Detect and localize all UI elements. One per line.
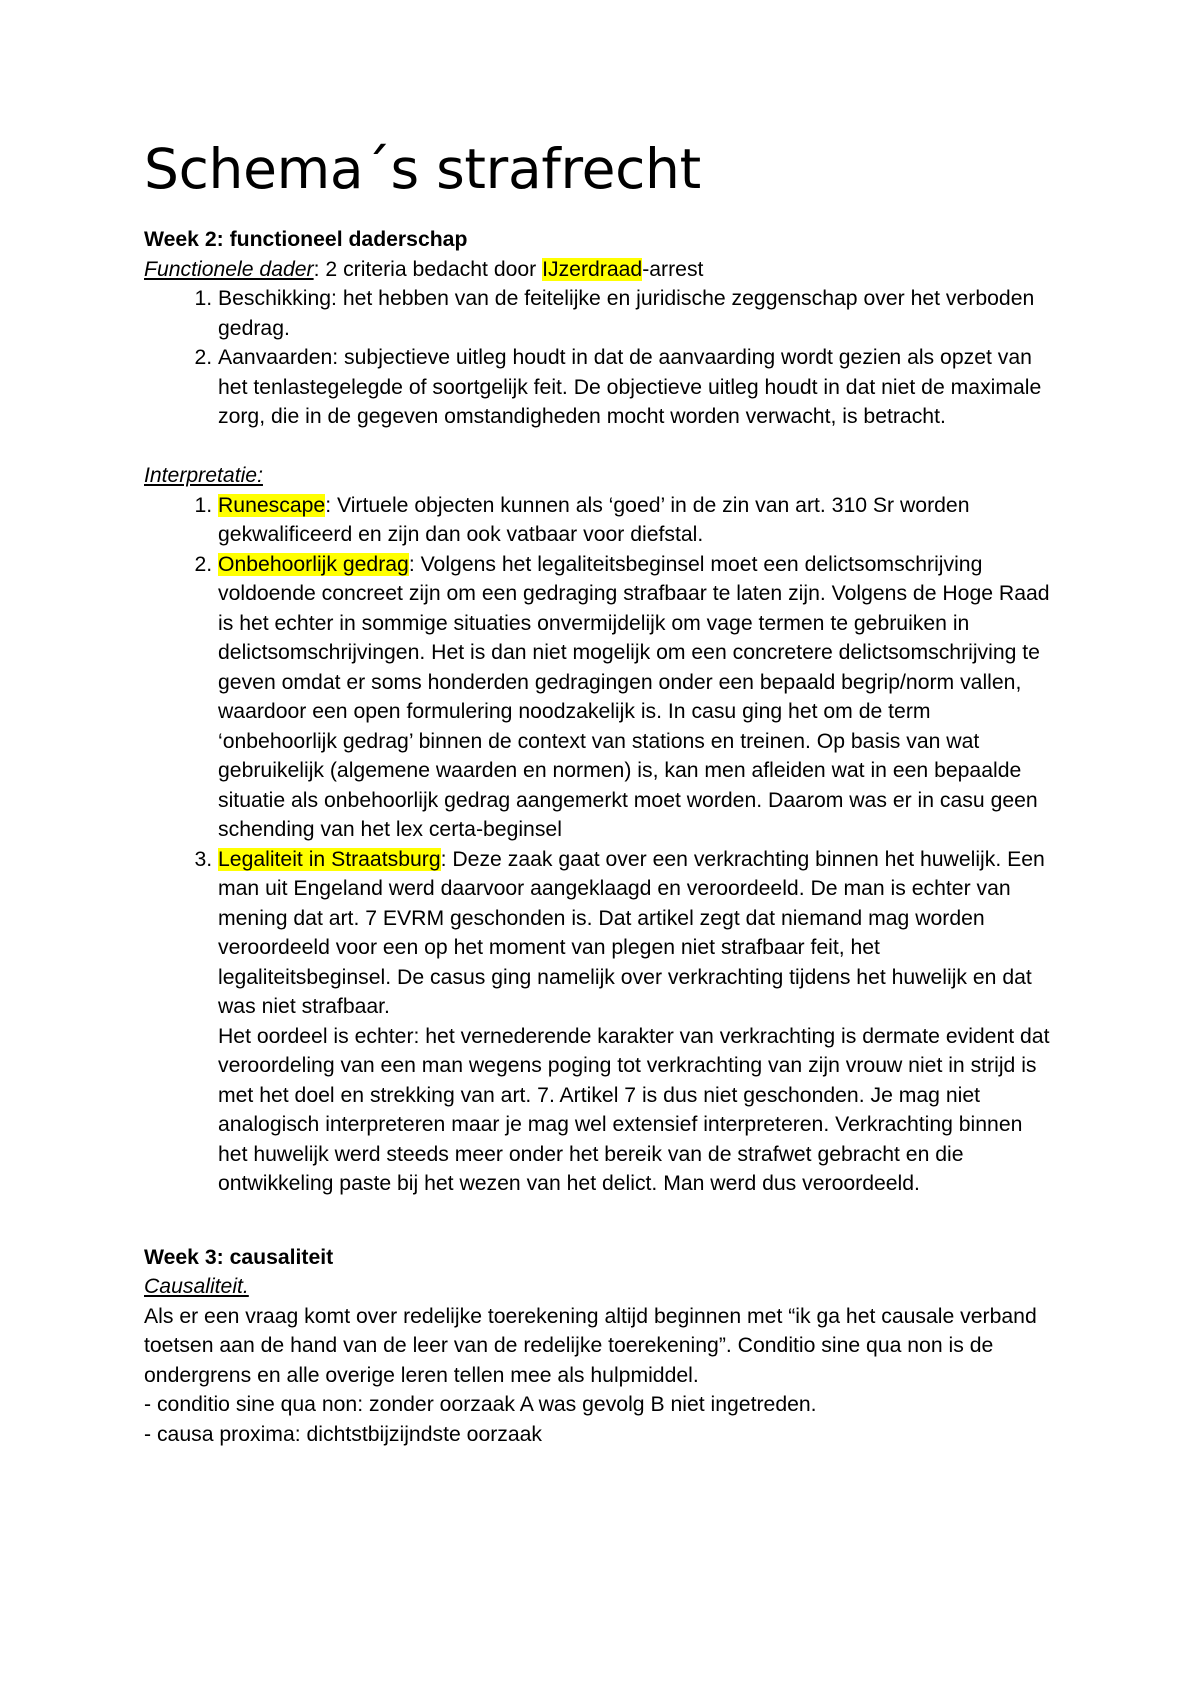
causaliteit-intro: Als er een vraag komt over redelijke toerekening altijd beginnen met “ik ga het causale verband toetsen aan de hand van de leer van de redelijke toerekening”. Conditio sine qua non is de ondergrens en alle overige leren tellen mee als hulpmiddel. <box>144 1304 1037 1387</box>
runescape-highlight: Runescape <box>218 493 326 517</box>
interpretatie-list <box>144 491 1050 1199</box>
interpretatie-label: Interpretatie: <box>144 464 263 488</box>
list-item: 3. Legaliteit in Straatsburg: Deze zaak gaat over een verkrachting binnen het huwelijk. Een man uit Engeland werd daarvoor aangeklaagd en veroordeeld. De man is echter van mening dat art. 7 EVRM geschonden is. Dat artikel zegt dat niemand mag worden veroordeeld voor een op het moment van plegen niet strafbaar feit, het legaliteitsbeginsel. De casus ging namelijk over verkrachting tijdens het huwelijk en dat was niet strafbaar. Het oordeel is echter: het vernederende karakter van verkrachting is dermate evident dat veroordeling van een man wegens poging tot verkrachting van zijn vrouw niet in strijd is met het doel en strekking van art. 7. Artikel 7 is dus niet geschonden. Je mag niet analogisch interpreteren maar je mag wel extensief interpreteren. Verkrachting binnen het huwelijk werd steeds meer onder het bereik van de strafwet gebracht en die ontwikkeling paste bij het wezen van het delict. Man werd dus veroordeeld. <box>218 845 1050 1199</box>
week2-heading: Week 2: functioneel daderschap <box>144 228 468 252</box>
functionele-dader-label: Functionele dader <box>144 257 314 281</box>
criteria-list <box>144 284 1050 432</box>
list-item: 1. Beschikking: het hebben van de feitelijke en juridische zeggenschap over het verboden gedrag. <box>218 284 1050 343</box>
list-item: 1. Runescape: Virtuele objecten kunnen als ‘goed’ in de zin van art. 310 Sr worden gekwalificeerd en zijn dan ook vatbaar voor diefstal. <box>218 491 1050 550</box>
causaliteit-line: - conditio sine qua non: zonder oorzaak A was gevolg B niet ingetreden. <box>144 1393 817 1417</box>
list-item: 2. Aanvaarden: subjectieve uitleg houdt in dat de aanvaarding wordt gezien als opzet van het tenlastegelegde of soortgelijk feit. De objectieve uitleg houdt in dat niet de maximale zorg, die in de gegeven omstandigheden mocht worden verwacht, is betracht. <box>218 343 1050 432</box>
oordeel-paragraph: Het oordeel is echter: het vernederende karakter van verkrachting is dermate evident dat veroordeling van een man wegens poging tot verkrachting van zijn vrouw niet in strijd is met het doel en strekking van art. 7. Artikel 7 is dus niet geschonden. Je mag niet analogisch interpreteren maar je mag wel extensief interpreteren. Verkrachting binnen het huwelijk werd steeds meer onder het bereik van de strafwet gebracht en die ontwikkeling paste bij het wezen van het delict. Man werd dus veroordeeld. <box>218 1024 1050 1196</box>
legaliteit-straatsburg-highlight: Legaliteit in Straatsburg <box>218 847 441 871</box>
document-title: Schema´s strafrecht <box>144 137 701 201</box>
functionele-dader-line: Functionele dader: 2 criteria bedacht door IJzerdraad-arrest <box>144 257 704 281</box>
ijzerdraad-highlight: IJzerdraad <box>542 257 643 281</box>
onbehoorlijk-gedrag-highlight: Onbehoorlijk gedrag <box>218 552 409 576</box>
week3-heading: Week 3: causaliteit <box>144 1245 334 1269</box>
document-body <box>144 225 1050 1449</box>
causaliteit-label: Causaliteit. <box>144 1275 249 1299</box>
causaliteit-line: - causa proxima: dichtstbijzijndste oorzaak <box>144 1422 543 1446</box>
list-item: 2. Onbehoorlijk gedrag: Volgens het legaliteitsbeginsel moet een delictsomschrijving voldoende concreet zijn om een gedraging strafbaar te laten zijn. Volgens de Hoge Raad is het echter in sommige situaties onvermijdelijk om vage termen te gebruiken in delictsomschrijvingen. Het is dan niet mogelijk om een concretere delictsomschrijving te geven omdat er soms honderden gedragingen onder een bepaald begrip/norm vallen, waardoor een open formulering noodzakelijk is. In casu ging het om de term ‘onbehoorlijk gedrag’ binnen de context van stations en treinen. Op basis van wat gebruikelijk (algemene waarden en normen) is, kan men afleiden wat in een bepaalde situatie als onbehoorlijk gedrag aangemerkt moet worden. Daarom was er in casu geen schending van het lex certa-beginsel <box>218 550 1050 845</box>
